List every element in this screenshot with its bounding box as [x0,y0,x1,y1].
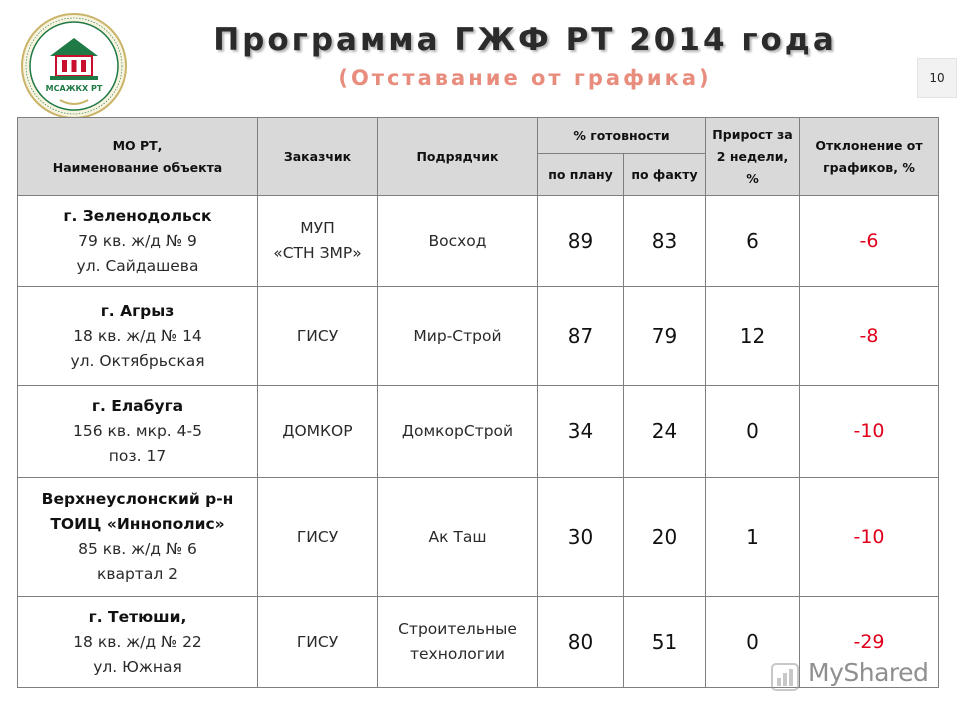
page-title: Программа ГЖФ РТ 2014 года [213,22,837,58]
contractor-cell [378,196,538,287]
object-cell [18,478,258,597]
customer-line: ГИСУ [296,527,339,546]
header-object-line: Наименование объекта [52,159,223,175]
contractor-line: Строительные [398,620,517,638]
contractor-line: Восход [428,231,487,250]
deviation-value: -29 [800,597,939,688]
customer-cell [258,597,378,688]
object-cell [18,287,258,386]
object-line: 79 кв. ж/д № 9 [78,231,197,250]
header-deviation-line: Отклонение от [815,137,923,153]
object-line: ул. Октябрьская [70,351,205,370]
customer-line: ГИСУ [296,632,339,651]
object-line: г. Зеленодольск [63,206,212,225]
object-line: поз. 17 [108,447,167,465]
fact-value: 83 [624,196,706,287]
customer-cell [258,196,378,287]
table-row [18,196,939,287]
header-growth [706,118,800,196]
header-growth-line: Прирост за [712,126,793,142]
contractor-line: технологии [409,645,506,663]
plan-value: 34 [538,386,624,478]
object-line: ТОИЦ «Иннополис» [50,515,225,533]
growth-value: 6 [706,196,800,287]
header-readiness: % готовности [538,118,706,154]
header-fact: по факту [624,154,706,196]
fact-value: 20 [624,478,706,597]
object-cell [18,386,258,478]
customer-line: МУП [300,219,335,237]
contractor-cell [378,478,538,597]
header-object [18,118,258,196]
customer-cell [258,287,378,386]
deviation-value: -8 [800,287,939,386]
header-growth-line: % [746,170,759,186]
object-line: Верхнеуслонский р-н [41,490,234,508]
table-body [18,196,939,688]
deviation-value: -6 [800,196,939,287]
object-line: 18 кв. ж/д № 22 [73,632,202,651]
header-customer: Заказчик [258,118,378,196]
watermark-text: MyShared [808,658,929,687]
contractor-line: Мир-Строй [413,326,502,345]
object-line: квартал 2 [96,565,179,583]
customer-line: «СТН ЗМР» [273,244,362,262]
object-cell [18,196,258,287]
object-cell [18,597,258,688]
contractor-cell [378,386,538,478]
fact-value: 24 [624,386,706,478]
plan-value: 80 [538,597,624,688]
object-line: г. Агрыз [100,301,175,320]
header-deviation-line: графиков, % [823,159,915,175]
growth-value: 0 [706,386,800,478]
contractor-line: Ак Таш [428,527,487,546]
customer-line: ГИСУ [296,326,339,345]
object-line: ул. Сайдашева [76,256,199,275]
page-subtitle: (Отставание от графика) [338,66,712,90]
growth-value: 12 [706,287,800,386]
object-line: 85 кв. ж/д № 6 [78,540,197,558]
object-line: ул. Южная [93,657,182,676]
plan-value: 30 [538,478,624,597]
object-line: г. Тетюши, [88,607,187,626]
customer-cell [258,478,378,597]
customer-line: ДОМКОР [282,422,353,440]
slide-number: 10 [917,58,957,98]
header-deviation [800,118,939,196]
contractor-cell [378,597,538,688]
table-row [18,478,939,597]
plan-value: 89 [538,196,624,287]
table-row [18,287,939,386]
object-line: 156 кв. мкр. 4-5 [73,422,202,440]
header-growth-line: 2 недели, [716,148,789,164]
schedule-table [17,117,939,688]
logo-text: МСАЖКХ РТ [45,84,103,93]
deviation-value: -10 [800,478,939,597]
growth-value: 0 [706,597,800,688]
object-line: г. Елабуга [91,397,184,415]
fact-value: 51 [624,597,706,688]
deviation-value: -10 [800,386,939,478]
contractor-cell [378,287,538,386]
plan-value: 87 [538,287,624,386]
header-plan: по плану [538,154,624,196]
header-object-line: МО РТ, [112,137,163,153]
growth-value: 1 [706,478,800,597]
object-line: 18 кв. ж/д № 14 [73,326,202,345]
header-contractor: Подрядчик [378,118,538,196]
customer-cell [258,386,378,478]
fact-value: 79 [624,287,706,386]
contractor-line: ДомкорСтрой [401,422,514,440]
table-row [18,386,939,478]
